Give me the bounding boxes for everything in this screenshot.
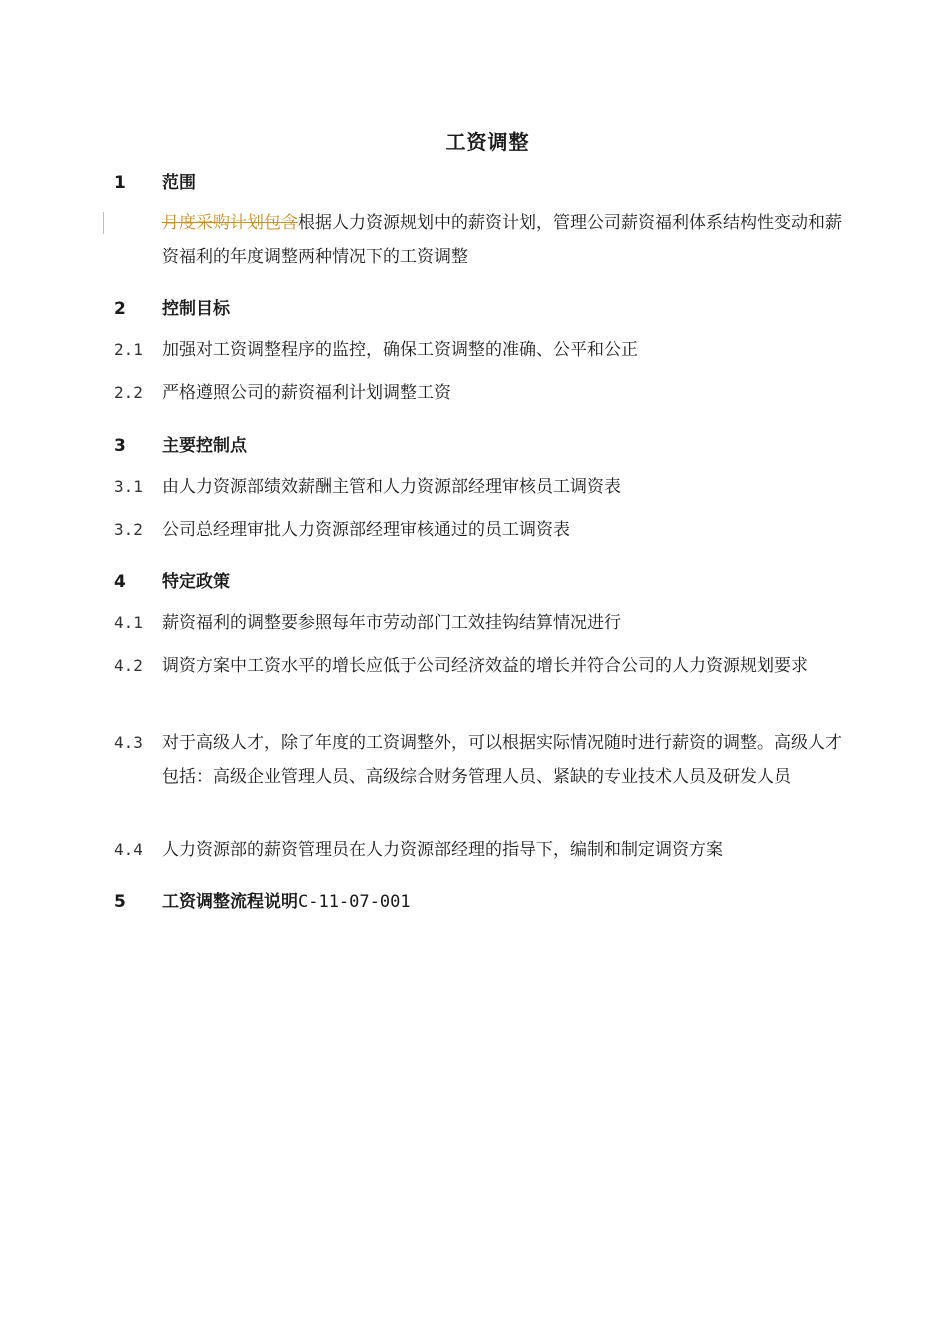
- section-title: 工资调整流程说明: [162, 892, 298, 912]
- section-1: [114, 170, 854, 196]
- item-number: 4.1: [114, 613, 143, 632]
- item-number: 4.2: [114, 656, 143, 675]
- section-number: 1: [114, 173, 126, 193]
- section-number: 4: [114, 572, 126, 592]
- section-title: 特定政策: [162, 572, 230, 592]
- section-heading: [114, 296, 854, 322]
- list-item: [114, 726, 854, 794]
- item-number: 2.1: [114, 340, 143, 359]
- item-text: 严格遵照公司的薪资福利计划调整工资: [162, 383, 451, 403]
- section-3: [114, 433, 854, 459]
- section-heading: [114, 433, 854, 459]
- list-item: [114, 513, 854, 547]
- section-heading: [114, 889, 854, 915]
- section-2: [114, 296, 854, 322]
- track-change-bar: [103, 212, 104, 234]
- item-text: 公司总经理审批人力资源部经理审核通过的员工调资表: [162, 520, 570, 540]
- item-text: 人力资源部的薪资管理员在人力资源部经理的指导下，编制和制定调资方案: [162, 840, 723, 860]
- document-title: 工资调整: [445, 130, 530, 154]
- item-text: 由人力资源部绩效薪酬主管和人力资源部经理审核员工调资表: [162, 477, 621, 497]
- process-code: C-11-07-001: [298, 892, 411, 912]
- section-heading: [114, 569, 854, 595]
- list-item: [114, 649, 854, 683]
- deleted-text: 月度采购计划包含: [162, 213, 298, 233]
- item-text: 对于高级人才，除了年度的工资调整外，可以根据实际情况随时进行薪资的调整。高级人才包括：高级企业管理人员、高级综合财务管理人员、紧缺的专业技术人员及研发人员: [162, 733, 842, 787]
- section-4: [114, 569, 854, 595]
- list-item: [114, 606, 854, 640]
- item-text: 薪资福利的调整要参照每年市劳动部门工效挂钩结算情况进行: [162, 613, 621, 633]
- section-title: 范围: [162, 173, 196, 193]
- item-number: 2.2: [114, 383, 143, 402]
- scope-text: 根据人力资源规划中的薪资计划，管理公司薪资福利体系结构性变动和薪资福利的年度调整两种情况下的工资调整: [162, 213, 842, 267]
- list-item: [114, 376, 854, 410]
- section-5: [114, 889, 854, 915]
- item-text: 加强对工资调整程序的监控，确保工资调整的准确、公平和公正: [162, 340, 638, 360]
- section-number: 3: [114, 436, 126, 456]
- item-number: 3.2: [114, 520, 143, 539]
- list-item: [114, 470, 854, 504]
- section-number: 5: [114, 892, 126, 912]
- scope-paragraph: [114, 206, 854, 274]
- section-number: 2: [114, 299, 126, 319]
- section-title: 控制目标: [162, 299, 230, 319]
- list-item: [114, 833, 854, 867]
- section-heading: [114, 170, 854, 196]
- item-number: 4.4: [114, 840, 143, 859]
- item-number: 3.1: [114, 477, 143, 496]
- section-title: 主要控制点: [162, 436, 247, 456]
- list-item: [114, 333, 854, 367]
- item-number: 4.3: [114, 733, 143, 752]
- item-text: 调资方案中工资水平的增长应低于公司经济效益的增长并符合公司的人力资源规划要求: [162, 656, 808, 676]
